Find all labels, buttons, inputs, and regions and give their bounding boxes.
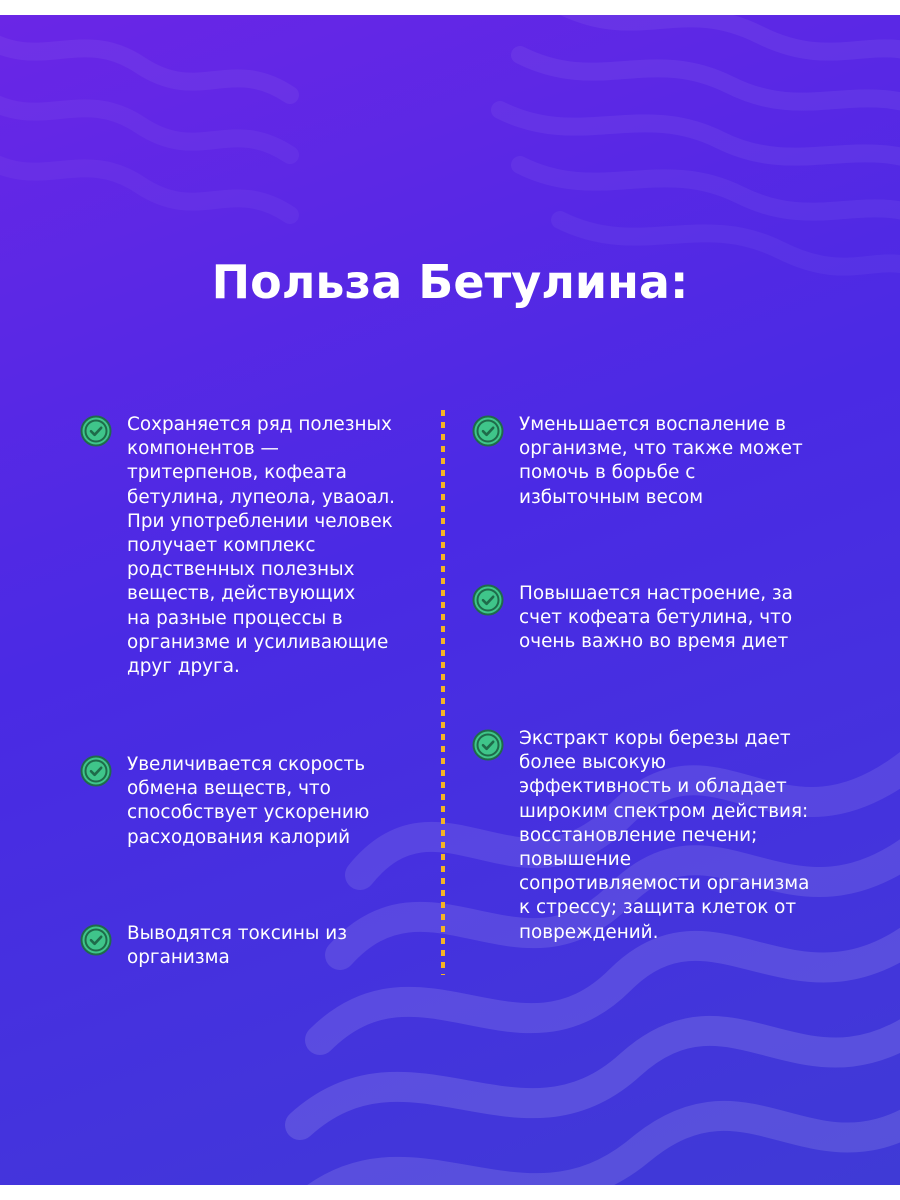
check-circle-icon <box>80 755 112 787</box>
infographic-card <box>0 15 900 1185</box>
dotted-divider <box>441 410 445 975</box>
page-title: Польза Бетулина: <box>211 255 689 309</box>
benefit-text: Выводятся токсины из организма <box>127 923 347 969</box>
check-circle-icon <box>472 584 504 616</box>
check-circle-icon <box>80 924 112 956</box>
benefit-text: Сохраняется ряд полезных компонентов — тритерпенов, кофеата бетулина, лупеола, уваоал. При употреблении человек получает комплекс родственных полезных веществ, действующих на разные процессы в организме и усиливающие друг друга. <box>127 414 396 678</box>
benefit-text: Повышается настроение, за счет кофеата бетулина, что очень важно во время диет <box>519 583 793 653</box>
benefit-text: Экстракт коры березы дает более высокую эффективность и обладает широким спектром действия: восстановление печени; повышение сопротивляемости организма к стрессу; защита клеток от повреждений. <box>519 728 810 943</box>
check-circle-icon <box>472 415 504 447</box>
benefit-text: Уменьшается воспаление в организме, что также может помочь в борьбе с избыточным весом <box>519 414 803 508</box>
check-circle-icon <box>80 415 112 447</box>
benefit-text: Увеличивается скорость обмена веществ, что способствует ускорению расходования калорий <box>127 754 370 848</box>
check-circle-icon <box>472 729 504 761</box>
